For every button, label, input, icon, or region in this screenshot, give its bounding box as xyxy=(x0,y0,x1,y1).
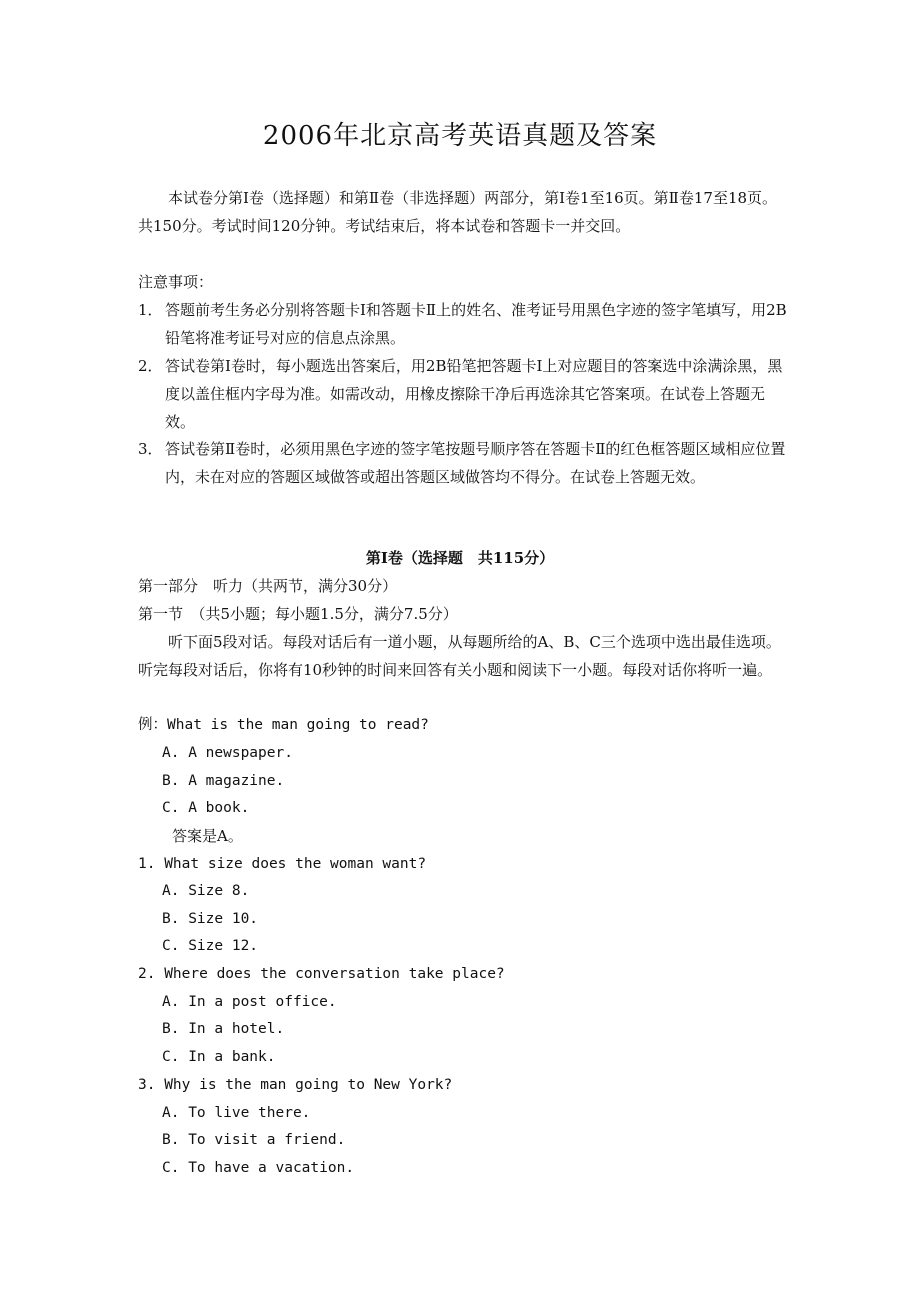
question-option: B. In a hotel. xyxy=(162,1021,285,1037)
note-number: 3． xyxy=(138,440,163,458)
example-answer: 答案是A。 xyxy=(172,827,243,845)
intro-paragraph: 本试卷分第Ⅰ卷（选择题）和第Ⅱ卷（非选择题）两部分，第Ⅰ卷1至16页。第Ⅱ卷17至18页。共150分。考试时间120分钟。考试结束后，将本试卷和答题卡一并交回。 xyxy=(138,189,778,235)
question-option: C. Size 12. xyxy=(162,938,259,954)
part-one-heading: 第一部分 听力（共两节，满分30分） xyxy=(138,577,398,595)
note-number: 2． xyxy=(138,357,163,375)
question-option: A. In a post office. xyxy=(162,994,337,1010)
note-number: 1． xyxy=(138,301,163,319)
question: 2. Where does the conversation take place? xyxy=(138,966,505,982)
question-option: A. Size 8. xyxy=(162,883,250,899)
example-option: B. A magazine. xyxy=(162,773,285,789)
note-item xyxy=(138,352,788,436)
section-title: 第Ⅰ卷（选择题 共115分） xyxy=(365,549,555,567)
notes-heading: 注意事项： xyxy=(138,273,214,291)
question-option: B. Size 10. xyxy=(162,911,259,927)
question: 1. What size does the woman want? xyxy=(138,856,427,872)
note-text: 答试卷第Ⅱ卷时，必须用黑色字迹的签字笔按题号顺序答在答题卡Ⅱ的红色框答题区域相应位置内，未在对应的答题区域做答或超出答题区域做答均不得分。在试卷上答题无效。 xyxy=(165,440,786,486)
example-option: A. A newspaper. xyxy=(162,745,293,761)
example-question: 例：What is the man going to read? xyxy=(138,717,429,733)
note-text: 答试卷第Ⅰ卷时，每小题选出答案后，用2B铅笔把答题卡Ⅰ上对应题目的答案选中涂满涂黑，黑度以盖住框内字母为准。如需改动，用橡皮擦除干净后再选涂其它答案项。在试卷上答题无效。 xyxy=(165,357,783,431)
question-option: A. To live there. xyxy=(162,1105,311,1121)
document-title: 2006年北京高考英语真题及答案 xyxy=(262,121,658,151)
question-option: C. In a bank. xyxy=(162,1049,276,1065)
listening-instructions: 听下面5段对话。每段对话后有一道小题，从每题所给的A、B、C三个选项中选出最佳选项。听完每段对话后，你将有10秒钟的时间来回答有关小题和阅读下一小题。每段对话你将听一遍。 xyxy=(138,633,781,679)
note-text: 答题前考生务必分别将答题卡Ⅰ和答题卡Ⅱ上的姓名、准考证号用黑色字迹的签字笔填写，用2B铅笔将准考证号对应的信息点涂黑。 xyxy=(165,301,787,347)
question-option: B. To visit a friend. xyxy=(162,1132,346,1148)
note-item xyxy=(138,435,788,491)
section-one-heading: 第一节 （共5小题；每小题1.5分，满分7.5分） xyxy=(138,605,458,623)
example-option: C. A book. xyxy=(162,800,250,816)
note-item xyxy=(138,296,788,352)
question-option: C. To have a vacation. xyxy=(162,1160,355,1176)
question: 3. Why is the man going to New York? xyxy=(138,1077,453,1093)
